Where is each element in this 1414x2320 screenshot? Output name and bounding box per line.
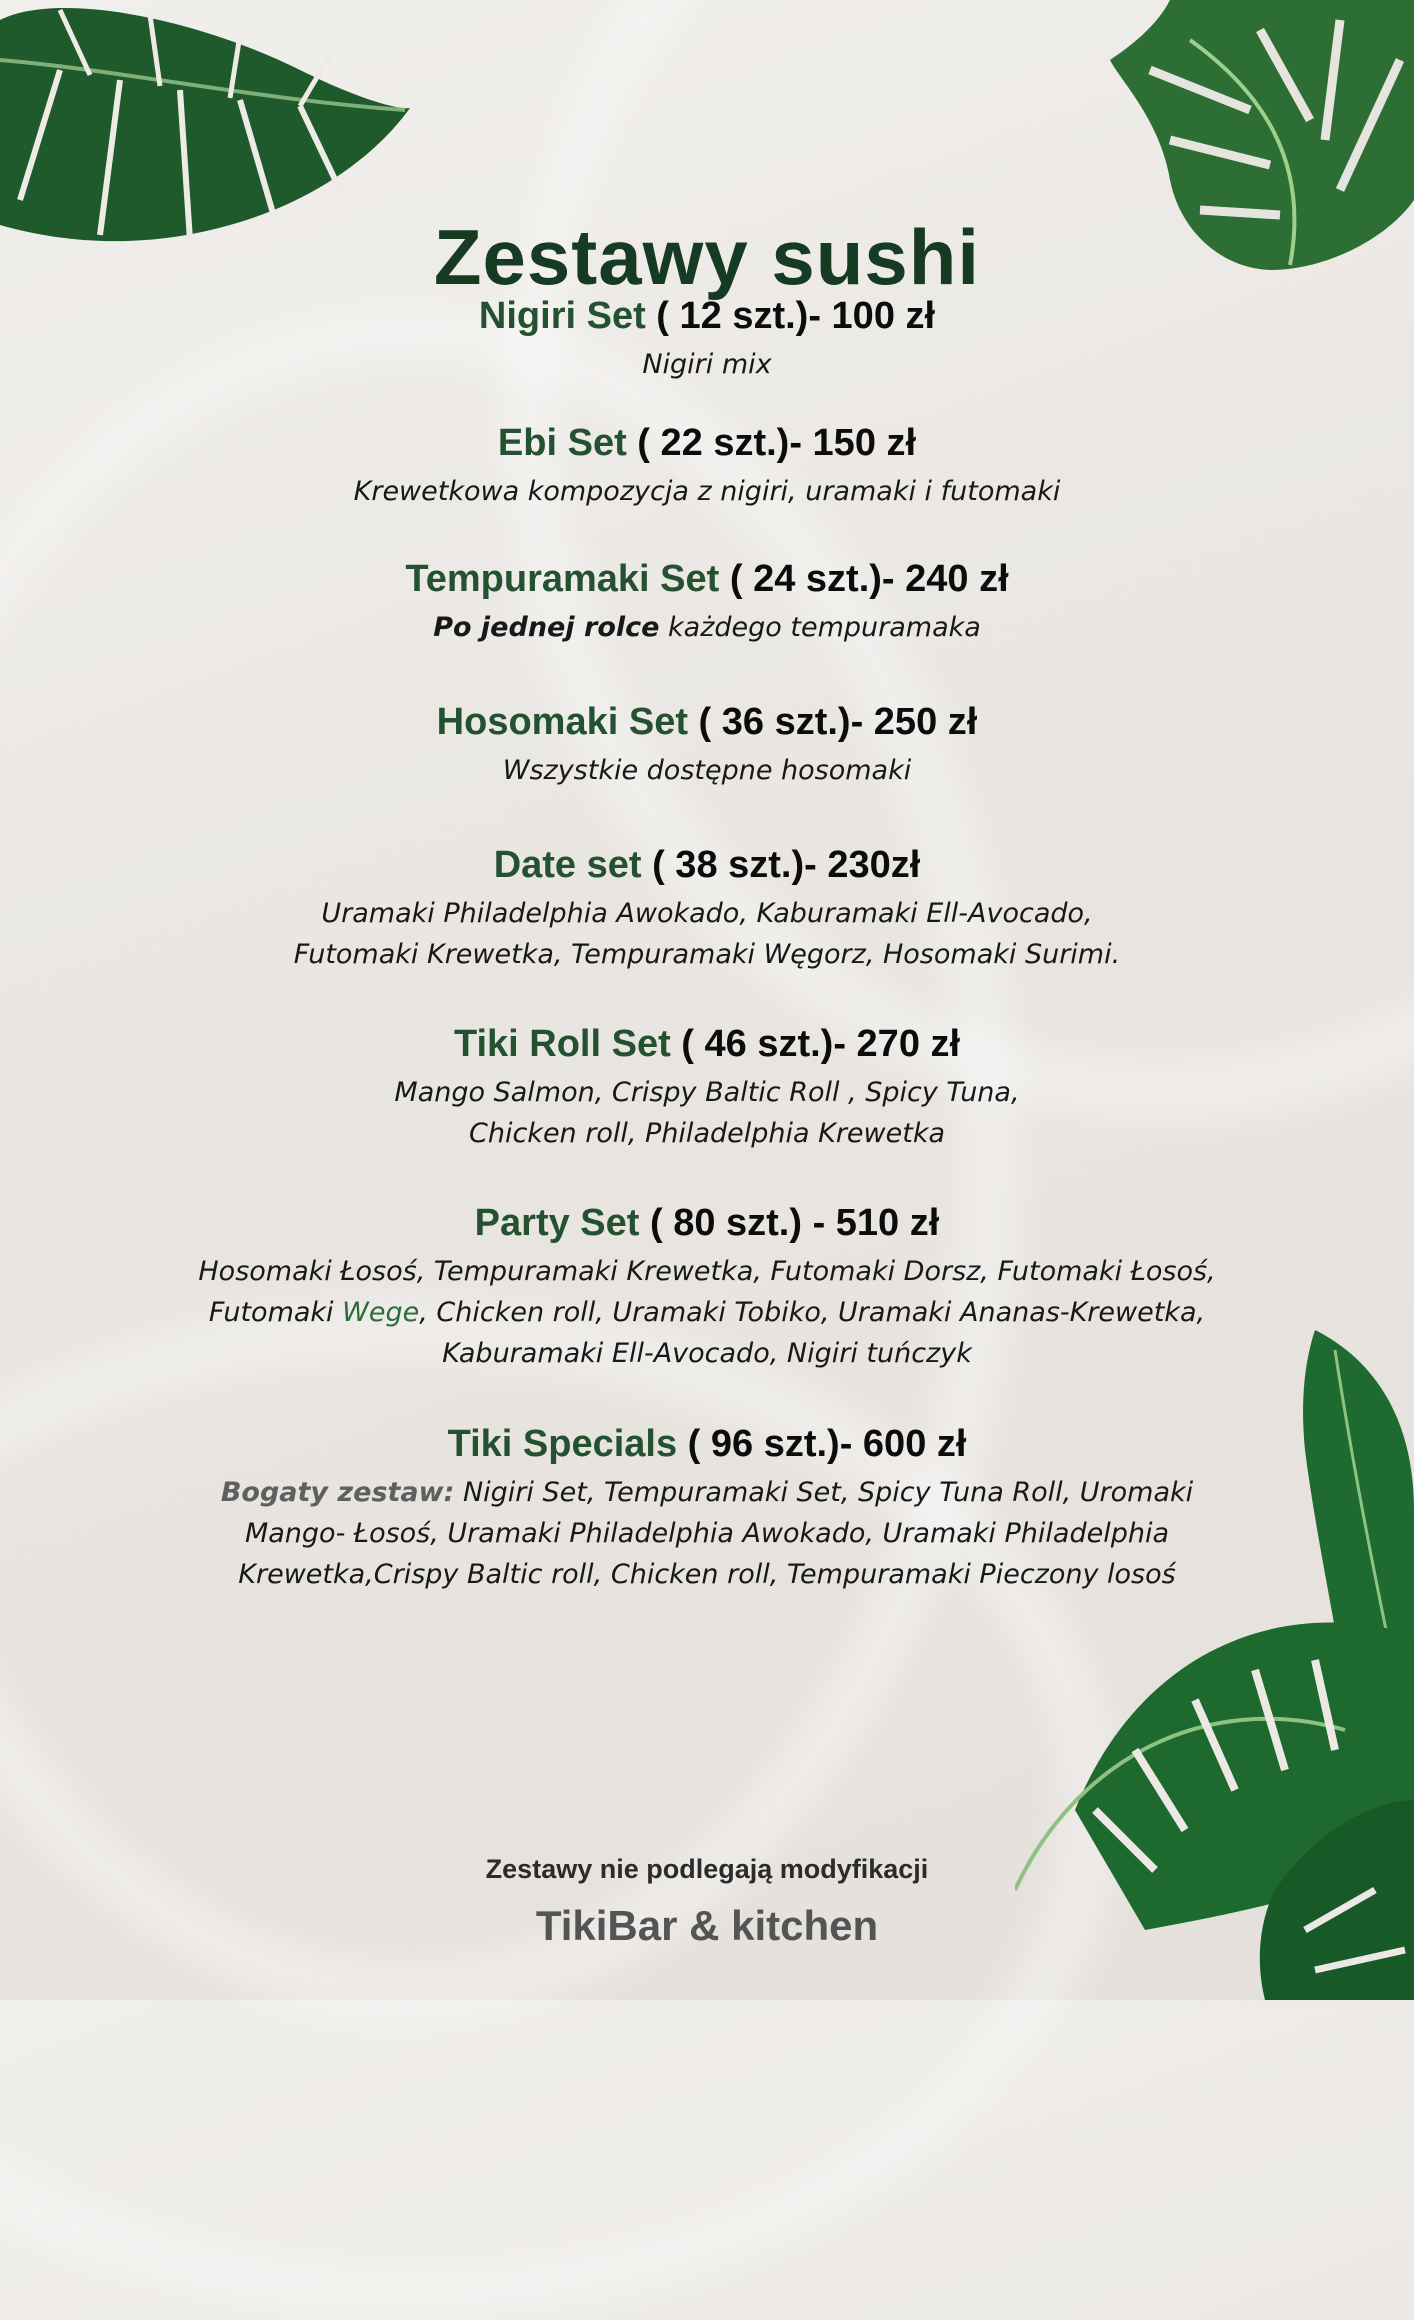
item-description-text: każdego tempuramaka bbox=[659, 612, 981, 643]
menu-item-heading bbox=[0, 841, 1414, 889]
item-name: Tiki Roll Set bbox=[453, 1023, 671, 1065]
item-description-line: Hosomaki Łosoś, Tempuramaki Krewetka, Futomaki Dorsz, Futomaki Łosoś, bbox=[198, 1256, 1216, 1287]
item-description-line: Uramaki Philadelphia Awokado, Kaburamaki Ell-Avocado, bbox=[321, 898, 1093, 929]
item-description-text: Futomaki bbox=[208, 1297, 343, 1328]
menu-item-heading bbox=[0, 1020, 1414, 1068]
item-name: Ebi Set bbox=[497, 422, 627, 464]
item-description-line: Mango- Łosoś, Uramaki Philadelphia Awokado, Uramaki Philadelphia bbox=[244, 1518, 1170, 1549]
item-name: Hosomaki Set bbox=[436, 701, 688, 743]
item-description-line: Mango Salmon, Crispy Baltic Roll , Spicy Tuna, bbox=[394, 1077, 1020, 1108]
item-price: ( 46 szt.)- 270 zł bbox=[681, 1023, 961, 1065]
item-price: ( 36 szt.)- 250 zł bbox=[698, 701, 978, 743]
menu-item-heading bbox=[0, 1199, 1414, 1247]
item-description-line: Krewetka,Crispy Baltic roll, Chicken roll, Tempuramaki Pieczony losoś bbox=[238, 1559, 1176, 1590]
menu-item-heading bbox=[0, 419, 1414, 467]
item-description-line bbox=[0, 1292, 1414, 1333]
item-price: ( 96 szt.)- 600 zł bbox=[687, 1423, 967, 1465]
menu-item-heading bbox=[0, 1420, 1414, 1468]
menu-item-heading bbox=[0, 555, 1414, 603]
item-description-text: Nigiri Set, Tempuramaki Set, Spicy Tuna Roll, Uromaki bbox=[454, 1477, 1194, 1508]
menu-item-heading bbox=[0, 698, 1414, 746]
item-price: ( 12 szt.)- 100 zł bbox=[656, 295, 936, 337]
item-description-line: Kaburamaki Ell-Avocado, Nigiri tuńczyk bbox=[442, 1338, 972, 1369]
menu-item bbox=[0, 292, 1414, 385]
item-description: Nigiri mix bbox=[642, 349, 772, 380]
item-name: Tempuramaki Set bbox=[405, 558, 720, 600]
item-description-line bbox=[0, 1472, 1414, 1513]
item-description: Wszystkie dostępne hosomaki bbox=[502, 755, 912, 786]
menu-item bbox=[0, 1420, 1414, 1595]
item-name: Date set bbox=[493, 844, 642, 886]
item-description-emphasis: Po jednej rolce bbox=[433, 612, 660, 643]
menu-item-heading bbox=[0, 292, 1414, 340]
menu-item bbox=[0, 841, 1414, 975]
item-name: Tiki Specials bbox=[447, 1423, 678, 1465]
item-price: ( 80 szt.) - 510 zł bbox=[649, 1202, 940, 1244]
item-description-line: Futomaki Krewetka, Tempuramaki Węgorz, Hosomaki Surimi. bbox=[293, 939, 1121, 970]
page-title: Zestawy sushi bbox=[433, 213, 981, 302]
brand-logo-text: TikiBar & kitchen bbox=[535, 1902, 879, 1949]
item-price: ( 22 szt.)- 150 zł bbox=[637, 422, 917, 464]
menu-item bbox=[0, 1020, 1414, 1154]
menu-item bbox=[0, 419, 1414, 512]
menu-item bbox=[0, 698, 1414, 791]
menu-item bbox=[0, 1199, 1414, 1374]
item-name: Nigiri Set bbox=[478, 295, 646, 337]
item-description-highlight: Wege bbox=[342, 1297, 420, 1328]
item-description bbox=[0, 1251, 1414, 1374]
menu-item bbox=[0, 555, 1414, 648]
item-description-text: , Chicken roll, Uramaki Tobiko, Uramaki Ananas-Krewetka, bbox=[419, 1297, 1206, 1328]
item-description bbox=[0, 893, 1414, 975]
item-description bbox=[0, 1072, 1414, 1154]
item-description: Krewetkowa kompozycja z nigiri, uramaki i futomaki bbox=[353, 476, 1061, 507]
item-price: ( 38 szt.)- 230zł bbox=[652, 844, 921, 886]
item-description-lead: Bogaty zestaw: bbox=[220, 1477, 455, 1508]
item-description-line: Chicken roll, Philadelphia Krewetka bbox=[469, 1118, 945, 1149]
item-description bbox=[0, 607, 1414, 648]
item-price: ( 24 szt.)- 240 zł bbox=[729, 558, 1009, 600]
item-description bbox=[0, 1472, 1414, 1595]
footer-note: Zestawy nie podlegają modyfikacji bbox=[485, 1854, 929, 1884]
item-name: Party Set bbox=[474, 1202, 640, 1244]
